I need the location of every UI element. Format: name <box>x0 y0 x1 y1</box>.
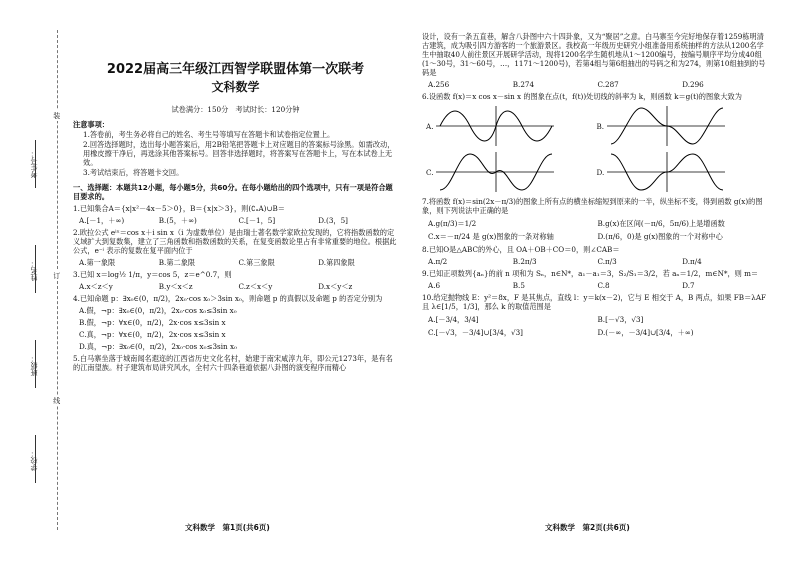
option: D.(－∞，－3/4]∪[3/4，＋∞) <box>597 328 694 337</box>
question-7 <box>422 197 767 243</box>
graph-option-b <box>597 103 768 149</box>
notice-item: 1.答卷前，考生务必将自己的姓名、考生号等填写在答题卡和试卷指定位置上。 <box>83 130 335 140</box>
right-column <box>422 30 767 341</box>
option: B.y＜x＜z <box>158 282 193 292</box>
option: D.(3，5] <box>318 216 348 226</box>
option: B.假，¬p：∀x∈(0，π/2)，2x·cos x≤3sin x <box>79 318 226 328</box>
question-10 <box>422 293 767 339</box>
option: D.x＜y＜z <box>318 282 353 292</box>
option: B.(5，＋∞) <box>158 216 197 226</box>
graph-option-a <box>426 103 597 149</box>
question-4 <box>73 294 398 351</box>
question-5 <box>73 354 398 372</box>
option: A.假，¬p：∃x₀∈(0，π/2)，2x₀·cos x₀≤3sin x₀ <box>79 306 237 316</box>
option: C.真，¬p：∀x∈(0，π/2)，2x·cos x≤3sin x <box>79 330 226 340</box>
option: D.第四象限 <box>318 258 355 268</box>
option: C.287 <box>597 80 619 89</box>
option: D.真，¬p：∃x₀∈(0，π/2)，2x₀·cos x₀≤3sin x₀ <box>79 342 237 352</box>
notice-block <box>73 120 398 177</box>
question-stem: 1.已知集合A＝{x|x²－4x－5＞0}，B＝{x|x＞3}，则(∁ₐA)∪B＝ <box>73 204 285 214</box>
footer-page-2: 文科数学 第2页(共6页) <box>545 523 630 532</box>
question-6 <box>422 92 767 195</box>
option: A.[－3/4，3/4] <box>428 315 479 324</box>
graph-option-c <box>426 149 597 195</box>
seal-char: 线 <box>52 397 61 404</box>
notice-heading: 注意事项： <box>73 120 109 130</box>
field-class: 班级： <box>30 355 38 376</box>
question-stem: 4.已知命题 p：∃x₀∈(0，π/2)，2x₀·cos x₀＞3sin x₀，则命题 p 的真假以及命题 p 的否定分别为 <box>73 294 383 304</box>
binding-margin <box>0 0 62 562</box>
option: C.[－√3，－3/4]∪[3/4，√3] <box>428 328 523 337</box>
graph-label: C. <box>426 167 434 177</box>
option: B.[－√3，√3] <box>597 315 644 324</box>
graph-c-icon <box>436 150 556 194</box>
notice-item: 2.回答选择题时，选出每小题答案后，用2B铅笔把答题卡上对应题目的答案标号涂黑。如需改动，用橡皮擦干净后，再选涂其他答案标号。回答非选择题时，将答案写在答题卡上，写在本试卷上无效。 <box>83 140 395 168</box>
section-title: 一、选择题：本题共12小题，每小题5分，共60分。在每小题给出的四个选项中，只有一项是符合题目要求的。 <box>73 183 393 202</box>
question-stem: 3.已知 x＝log½ 1/π，y＝cos 5，z＝e^0.7，则 <box>73 270 232 280</box>
field-school: 学校： <box>30 450 38 471</box>
option: B.第二象限 <box>158 258 196 268</box>
option: C.第三象限 <box>238 258 275 268</box>
option: A.g(π/3)＝1/2 <box>428 219 477 228</box>
question-5-continued <box>422 32 767 89</box>
fill-line <box>35 435 36 483</box>
option: D.7 <box>682 281 695 290</box>
graph-b-icon <box>607 104 727 148</box>
option: C.z＜x＜y <box>238 282 273 292</box>
fill-line <box>35 340 36 388</box>
exam-title: 2022届高三年级江西智学联盟体第一次联考 <box>106 62 365 77</box>
option: D.π/4 <box>682 257 702 266</box>
fill-line <box>35 245 36 293</box>
option: B.2π/3 <box>512 257 537 266</box>
question-stem: 8.已知O是△ABC的外心，且 OA＋OB＋CO＝0，则∠CAB＝ <box>422 245 620 254</box>
option: A.[－1，＋∞) <box>79 216 125 226</box>
graph-options <box>426 103 767 195</box>
option: C.x＝－π/24 是 g(x)图象的一条对称轴 <box>428 232 554 241</box>
fill-line <box>35 140 36 188</box>
option: C.8 <box>597 281 610 290</box>
option: A.x＜z＜y <box>79 282 113 292</box>
question-stem: 6.设函数 f(x)＝x cos x－sin x 的图象在点(t，f(t))处切线的斜率为 k，则函数 k＝g(t)的图象大致为 <box>422 92 742 101</box>
question-stem: 5.白马寨坐落于城南闻名遐迩的江西省历史文化名村，始建于南宋咸淳九年，即公元1273年，是有名的江南望族。村子建筑布局讲究风水，全村六十四条巷道依据八卦图的演变程序而精心 <box>73 354 393 373</box>
field-name: 姓名： <box>30 260 38 281</box>
exam-meta: 试卷满分：150分 考试时长：120分钟 <box>171 105 300 115</box>
option: D.(π/6，0)是 g(x)图象的一个对称中心 <box>597 232 723 241</box>
question-2 <box>73 228 398 267</box>
graph-option-d <box>597 149 768 195</box>
option: A.6 <box>428 281 441 290</box>
exam-subtitle: 文科数学 <box>211 80 260 95</box>
notice-item: 3.考试结束后，将答题卡交回。 <box>83 168 184 178</box>
option: A.π/2 <box>428 257 448 266</box>
footer-page-1: 文科数学 第1页(共6页) <box>185 523 270 532</box>
option: B.g(x)在区间(－π/6，5π/6)上是增函数 <box>597 219 725 228</box>
seal-char: 装 <box>52 112 61 119</box>
option: D.296 <box>682 80 704 89</box>
question-stem: 10.给定抛物线 E：y²＝8x，F 是其焦点，直线 l：y＝k(x－2)，它与 E 相交于 A，B 两点，如果 FB＝λAF 且 λ∈[1/5，1/3]，那么 k 的取值范围是 <box>422 293 766 311</box>
question-stem: 设计，设有一条五直巷，解含八卦图中六十四卦象，又为“聚居”之意。白马寨至今完好地保存着1259栋明清古建筑，成为吸引四方游客的一个旅游景区。我校高一年级历史研究小组准备用系统抽样的方法从1200名学生中抽取40人前往景区开展研学活动，现将1200名学生随机地从1～1200编号，按编号顺序平均分成40组(1～30号，31～60号，…，1171～1200号)，若第4组与第6组抽出的号码之和为274，则第10组抽到的号码是 <box>422 32 766 77</box>
option: C.[－1，5] <box>238 216 276 226</box>
question-9 <box>422 269 767 290</box>
graph-d-icon <box>607 150 727 194</box>
graph-label: D. <box>596 167 605 177</box>
question-8 <box>422 245 767 266</box>
question-stem: 9.已知正项数列{aₙ}的前 n 项和为 Sₙ，n∈N*，a₁－a₁＝3，S₂/S₁＝3/2，若 aₙ＝1/2，m∈N*，则 m＝ <box>422 269 759 278</box>
question-stem: 2.欧拉公式 eⁱˣ＝cos x＋i sin x（i 为虚数单位）是由瑞士著名数学家欧拉发现的，它将指数函数的定义域扩大到复数集，建立了三角函数和指数函数的关系，在复变函数论里占有非常重要的地位。根据此公式，e⁻ⁱ 表示的复数在复平面内位于 <box>73 228 397 256</box>
option: A.256 <box>428 80 450 89</box>
question-3 <box>73 270 398 291</box>
option: B.274 <box>512 80 535 89</box>
option: B.5 <box>512 281 525 290</box>
question-stem: 7.将函数 f(x)＝sin(2x－π/3)的图象上所有点的横坐标缩短到原来的一半，纵坐标不变，得到函数 g(x)的图象，则下列说法中正确的是 <box>422 197 763 215</box>
graph-label: B. <box>596 121 605 131</box>
option: C.π/3 <box>597 257 617 266</box>
graph-label: A. <box>426 121 434 131</box>
question-1 <box>73 204 398 225</box>
field-exam-number: 考生号： <box>30 150 38 178</box>
left-column <box>73 34 398 374</box>
seal-char: 订 <box>52 272 61 279</box>
option: A.第一象限 <box>79 258 116 268</box>
graph-a-icon <box>436 104 556 148</box>
